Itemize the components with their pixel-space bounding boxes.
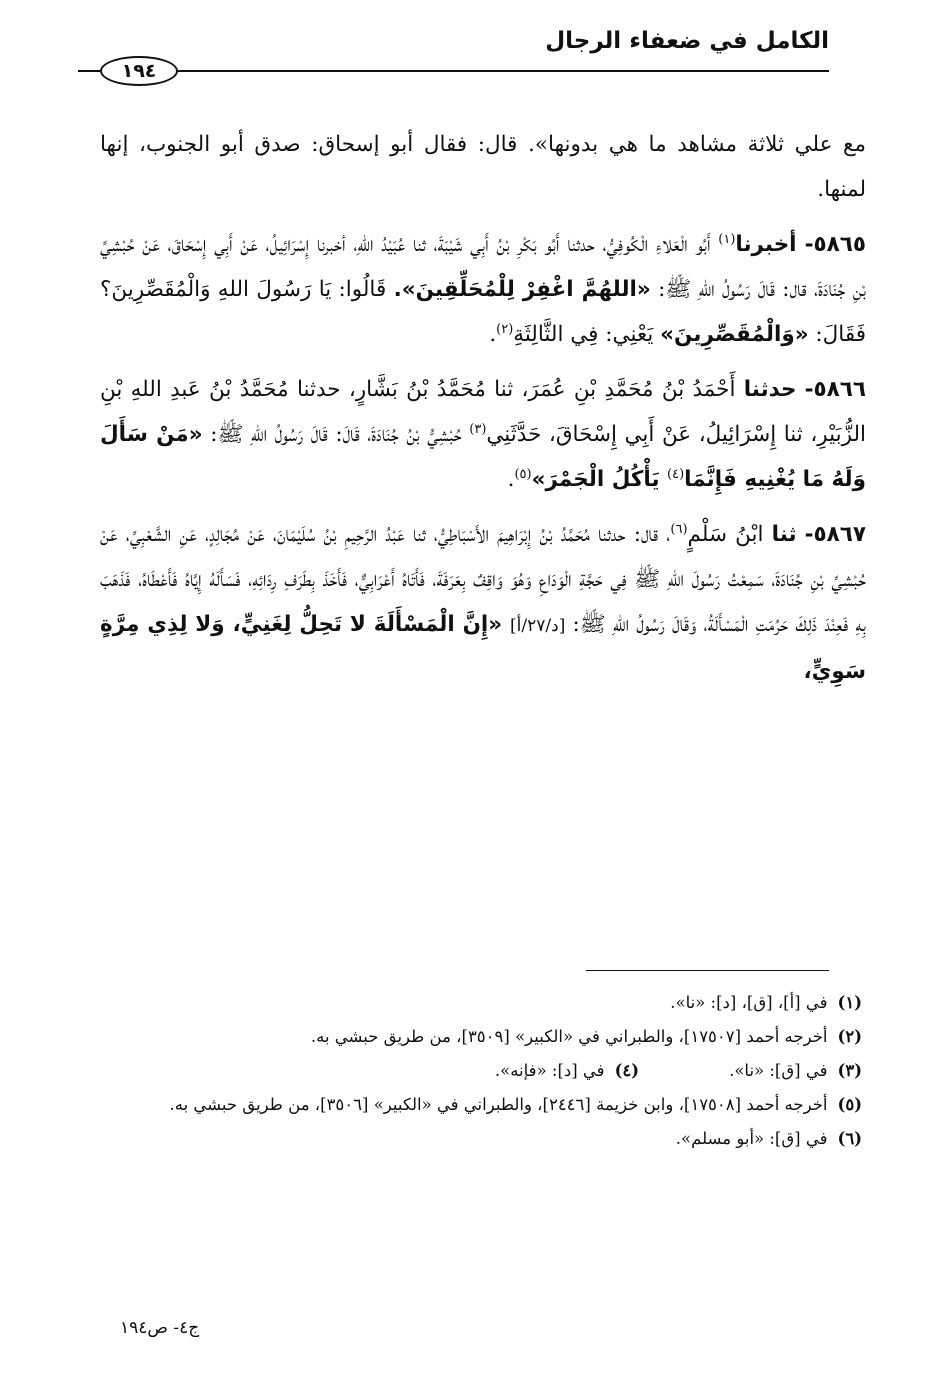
isnad-text: أَحْمَدُ بْنُ مُحَمَّدِ بْنِ عُمَرَ، ثنا مُحَمَّدُ بْنُ بَشَّارٍ، حدثنا مُحَمَّدُ بْنُ عَبدِ اللهِ بْنِ الزُّبَيْرِ، ثنا إِسْرَائِيلُ، عَنْ أَبِي إِسْحَاقَ، حَدَّثَنِي [100, 377, 866, 447]
hadith-5867 [100, 512, 866, 694]
hadith-number: ٥٨٦٧- [804, 522, 866, 547]
hadith-text: «اللهُمَّ اغْفِرْ لِلْمُحَلِّقِينَ». [393, 277, 651, 302]
footnote-separator [586, 970, 829, 971]
footnote-6 [100, 1124, 866, 1154]
hadith-text: «وَالْمُقَصِّرِينَ» [660, 322, 809, 347]
isnad-text: ، قال: حدثنا مُحَمَّدُ بْنُ إِبْرَاهِيمَ الأَسْبَاطِيُّ، ثنا عَبْدُ الرَّحِيمِ بْنُ سُلَيْمَانَ، عَنْ مُجَالِدٍ، عَنِ الشَّعْبِيِّ، عَنْ حُبْشِيِّ بْنِ جُنَادَةَ، سَمِعْتُ رَسُولَ اللهِ ﷺ فِي حَجَّةِ الْوَدَاعِ وَهُوَ وَاقِفٌ بِعَرَفَةَ، فَأَتَاهُ أَعْرَابِيٌّ، فَأَخَذَ بِطَرَفِ رِدَائِهِ، فَسَأَلَهُ إِيَّاهُ فَأَعْطَاهُ، فَذَهَبَ بِهِ فَعِنْدَ ذَلِكَ حَرُمَتِ الْمَسْأَلَةُ، وَقَالَ رَسُولُ اللهِ ﷺ: [100, 522, 866, 637]
narration-keyword: ثنا [771, 522, 797, 547]
header-rule [146, 70, 829, 72]
footnote-1 [100, 988, 866, 1018]
isnad-text: أَبُو الْعَلاءِ الْكُوفِيُّ، حدثنا أَبُو بَكْرِ بْنُ أَبِي شَيْبَةَ، ثنا عُبَيْدُ اللهِ، أخبرنا إِسْرَائِيلُ، عَنْ أَبِي إِسْحَاقَ، عَنْ حُبْشِيِّ بْنِ جُنَادَةَ، قال: قَالَ رَسُولُ اللهِ ﷺ: [100, 232, 867, 302]
footnote-ref-2[interactable]: (٢) [496, 321, 514, 337]
footnote-text: في [ق]: «أبو مسلم». [675, 1129, 828, 1148]
main-text [100, 122, 866, 694]
narration-keyword: أخبرنا [735, 232, 797, 257]
narration-keyword: حدثنا [743, 377, 797, 402]
footnote-number: (٤) [614, 1061, 640, 1080]
sentence-end: . [489, 322, 497, 347]
footnote-5 [100, 1090, 866, 1120]
isnad-text: ابْنُ سَلْمٍ [687, 522, 772, 547]
footnote-ref-3[interactable]: (٣) [469, 421, 487, 437]
sentence-end: . [507, 467, 515, 492]
hadith-number: ٥٨٦٥- [804, 232, 866, 257]
footnote-number: (٣) [837, 1061, 862, 1080]
footnote-ref-1[interactable]: (١) [718, 231, 736, 247]
header-rule-left [78, 70, 100, 72]
footnote-2 [100, 1022, 866, 1052]
hadith-5866 [100, 367, 866, 502]
volume-page-reference: ج٤- ص١٩٤ [120, 1318, 200, 1338]
paragraph-continuation: مع علي ثلاثة مشاهد ما هي بدونها». قال: فقال أبو إسحاق: صدق أبو الجنوب، إنها لمنها. [100, 132, 866, 202]
footnote-text: في [أ]، [ق]، [د]: «نا». [670, 993, 828, 1012]
footnote-number: (٦) [837, 1129, 862, 1148]
running-header-title: الكامل في ضعفاء الرجال [545, 28, 829, 54]
isnad-text: قَالُوا: يَا رَسُولَ اللهِ وَالْمُقَصِّرِينَ؟ فَقَالَ: [100, 277, 866, 347]
page-number-badge: ١٩٤ [100, 56, 178, 86]
hadith-text: «إِنَّ الْمَسْأَلَةَ لا تَحِلُّ لِغَنِيٍّ، وَلا لِذِي مِرَّةٍ سَوِيٍّ، [100, 612, 866, 684]
hadith-number: ٥٨٦٦- [804, 377, 866, 402]
footnote-text: في [د]: «فإنه». [494, 1061, 605, 1080]
footnote-4 [495, 1056, 639, 1086]
footnote-text: أخرجه أحمد [١٧٥٠٧]، والطبراني في «الكبير» [٣٥٠٩]، من طريق حبشي به. [310, 1027, 828, 1046]
hadith-text: «مَنْ سَأَلَ وَلَهُ مَا يُغْنِيهِ فَإِنَّمَا [100, 422, 866, 492]
isnad-text: يَعْنِي: فِي الثَّالِثَةِ [513, 322, 661, 347]
footnote-ref-6[interactable]: (٦) [670, 521, 688, 537]
hadith-text: يَأْكُلُ الْجَمْرَ» [531, 467, 668, 492]
footnote-ref-5[interactable]: (٥) [514, 466, 532, 482]
footnotes [100, 988, 866, 1158]
footnote-text: في [ق]: «نا». [729, 1061, 828, 1080]
footnote-row-3-4 [100, 1056, 866, 1086]
footnote-3 [729, 1056, 862, 1086]
footnote-number: (١) [837, 993, 862, 1012]
footnote-number: (٥) [837, 1095, 862, 1114]
footnote-number: (٢) [837, 1027, 862, 1046]
manuscript-folio-ref: [د/٢٧/أ] [510, 616, 566, 636]
hadith-5865 [100, 222, 866, 357]
isnad-text: حُبْشِيُّ بْنُ جُنَادَةَ، قَالَ: قَالَ رَسُولُ اللهِ ﷺ: [202, 422, 470, 447]
footnote-text: أخرجه أحمد [١٧٥٠٨]، وابن خزيمة [٢٤٤٦]، والطبراني في «الكبير» [٣٥٠٦]، من طريق حبشي به. [169, 1095, 828, 1114]
footnote-ref-4[interactable]: (٤) [667, 466, 685, 482]
